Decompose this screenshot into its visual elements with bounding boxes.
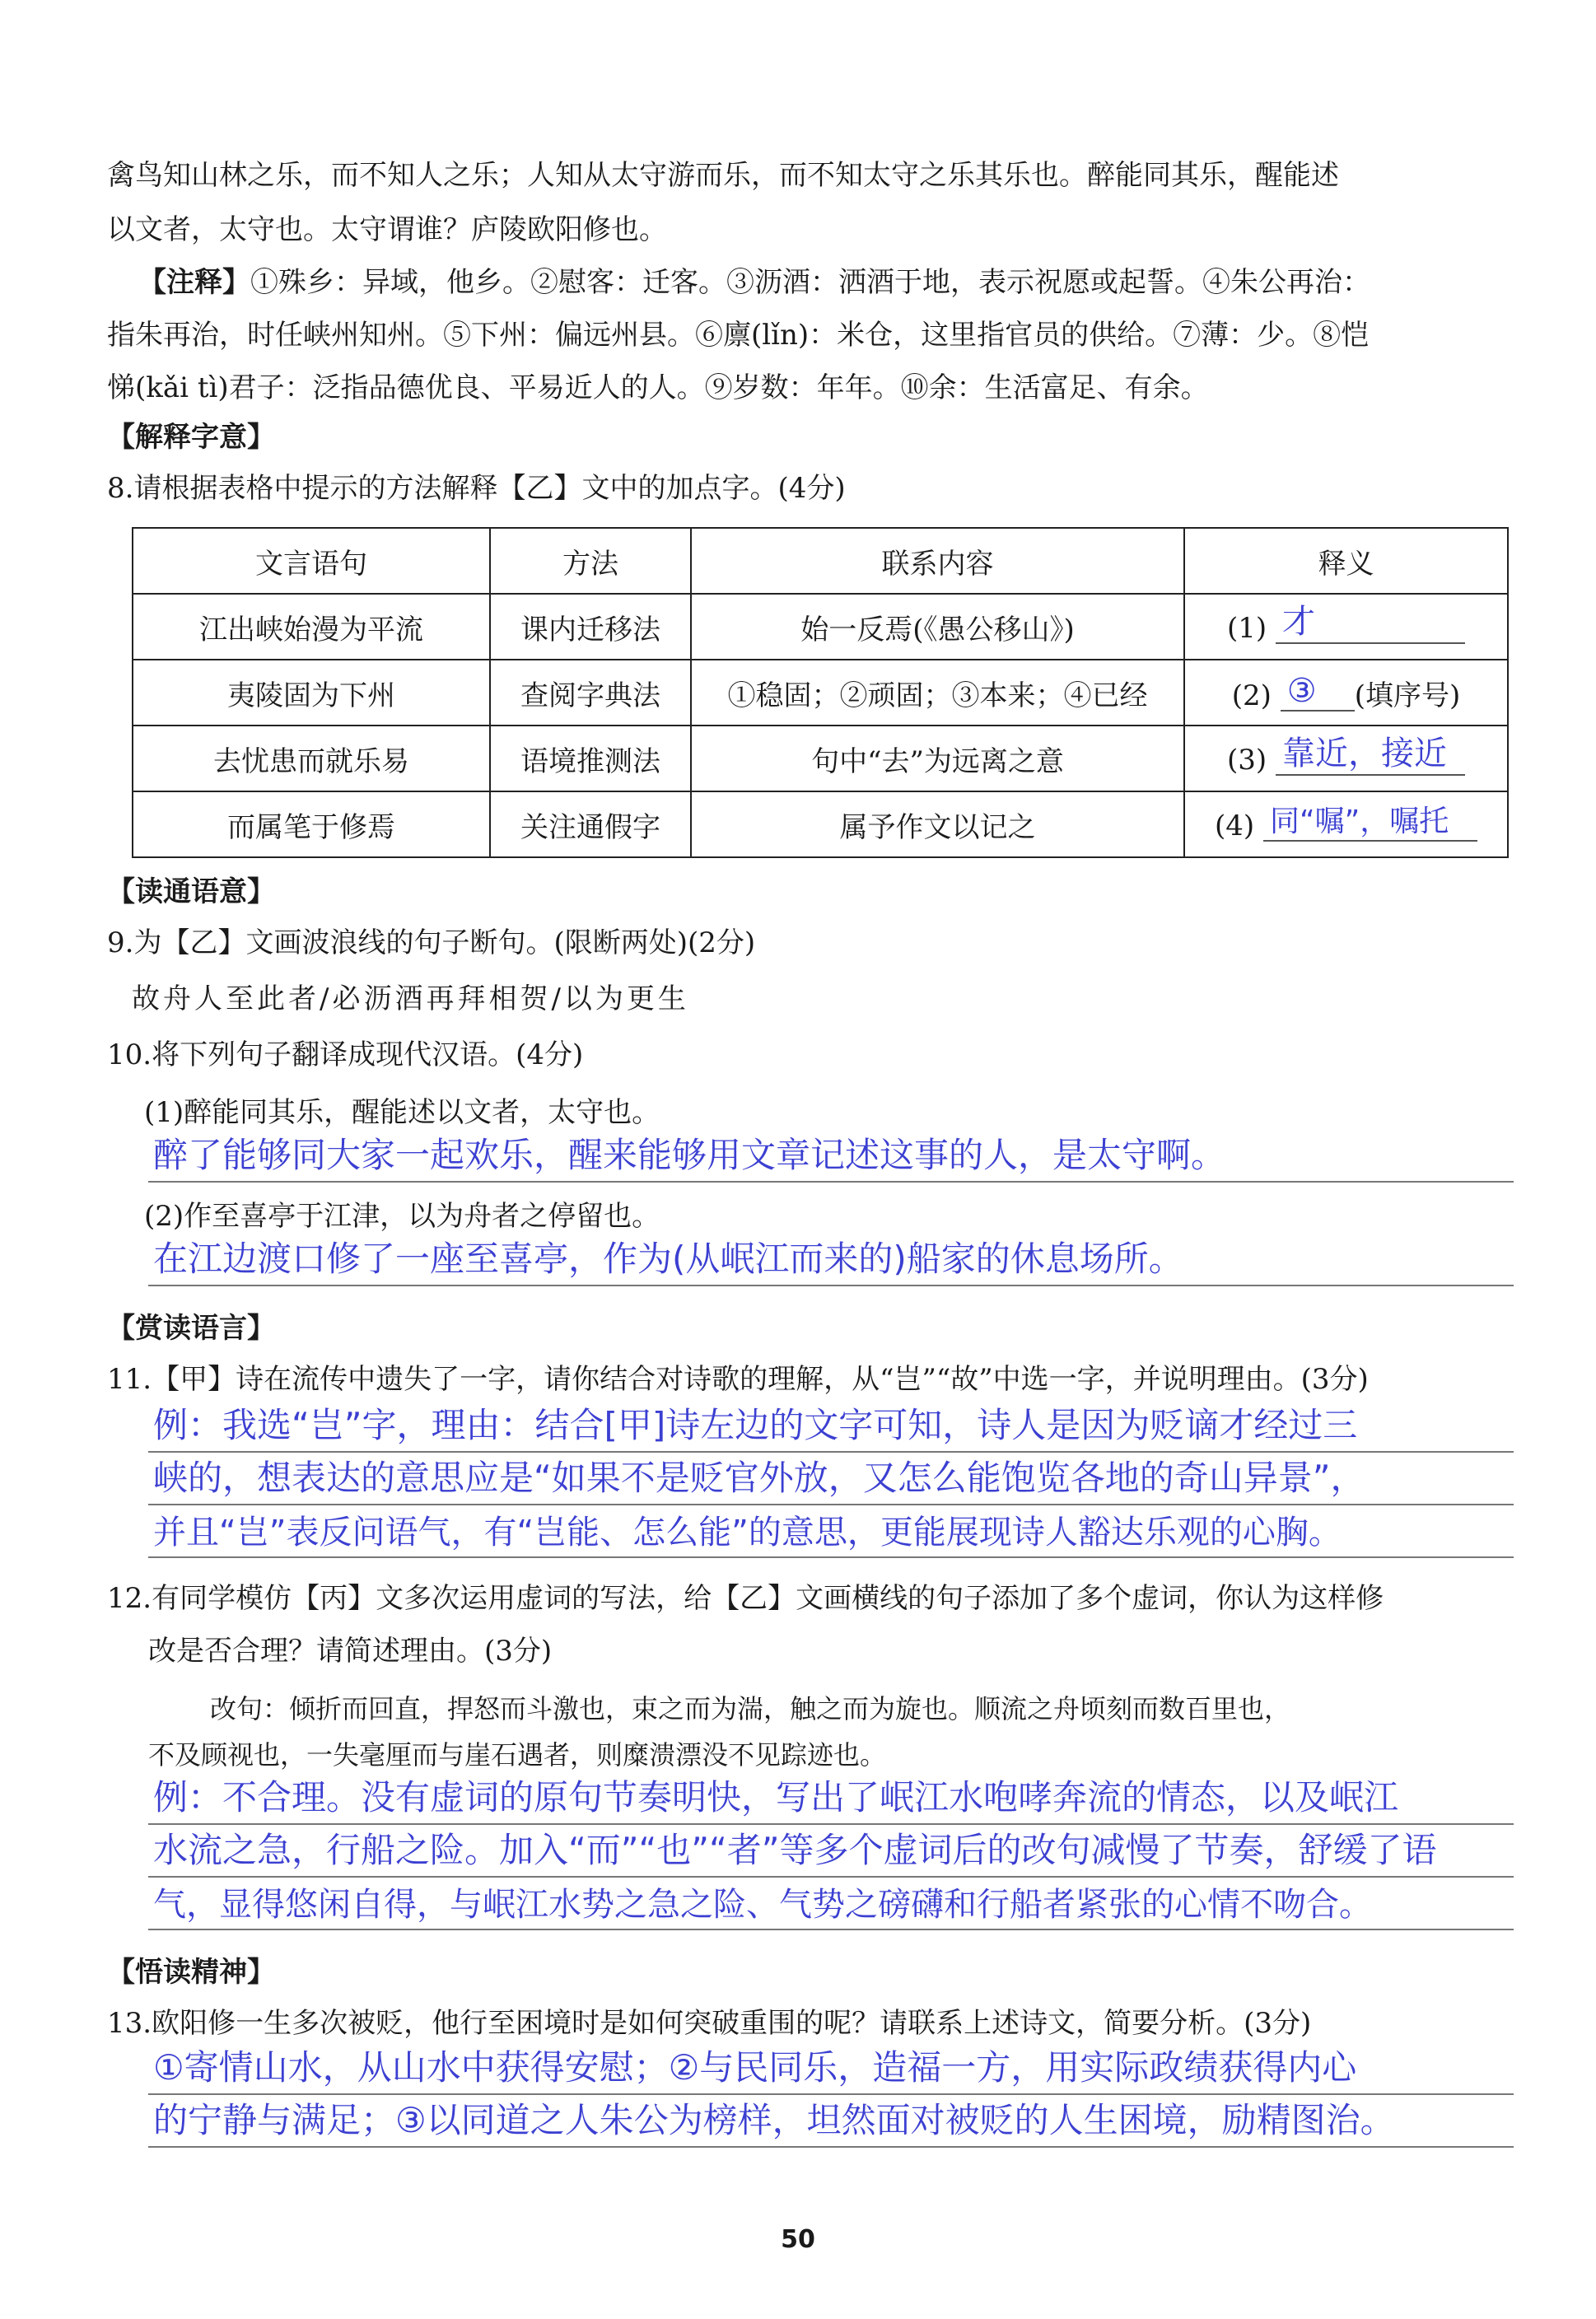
q11-answer-2: 峡的，想表达的意思应是“如果不是贬官外放，又怎么能饱览各地的奇山异景”， bbox=[153, 1458, 1365, 1498]
answer-line[interactable] bbox=[148, 1505, 1514, 1558]
q12-answer-2: 水流之急，行船之险。加入“而”“也”“者”等多个虚词后的改句减慢了节奏，舒缓了语 bbox=[153, 1830, 1437, 1870]
table-row bbox=[133, 660, 1508, 726]
table-cell-content: 始一反焉(《愚公移山》) bbox=[691, 594, 1184, 660]
handwritten-answer: 靠近，接近 bbox=[1281, 734, 1447, 772]
notes-line-3: 悌(kǎi tì)君子：泛指品德优良、平易近人的人。⑨岁数：年年。⑩余：生活富足、有余。 bbox=[107, 371, 1209, 404]
answer-blank[interactable] bbox=[1276, 734, 1465, 776]
answer-hint: (填序号) bbox=[1354, 679, 1461, 712]
q11-answer-3: 并且“岂”表反问语气，有“岂能、怎么能”的意思，更能展现诗人豁达乐观的心胸。 bbox=[153, 1514, 1342, 1551]
table-header: 方法 bbox=[490, 528, 691, 594]
answer-line[interactable] bbox=[148, 1234, 1514, 1286]
q10-2-answer: 在江边渡口修了一座至喜亭，作为(从岷江而来的)船家的休息场所。 bbox=[153, 1239, 1183, 1279]
vocab-table bbox=[132, 527, 1509, 858]
table-header: 联系内容 bbox=[691, 528, 1184, 594]
question-12-line-2: 改是否合理？请简述理由。(3分) bbox=[148, 1635, 553, 1668]
intro-line-1: 禽鸟知山林之乐，而不知人之乐；人知从太守游而乐，而不知太守之乐其乐也。醉能同其乐，醒能述 bbox=[107, 159, 1339, 192]
q12-answer-3: 气，显得悠闲自得，与岷江水势之急之险、气势之磅礴和行船者紧张的心情不吻合。 bbox=[153, 1886, 1372, 1924]
q10-item-1: (1)醉能同其乐，醒能述以文者，太守也。 bbox=[144, 1096, 660, 1129]
table-row bbox=[133, 726, 1508, 791]
section-title-reading: 【读通语意】 bbox=[107, 875, 275, 908]
handwritten-answer: ③ bbox=[1286, 671, 1317, 710]
table-cell-method: 查阅字典法 bbox=[490, 660, 691, 726]
table-cell-content: ①稳固；②顽固；③本来；④已经 bbox=[691, 660, 1184, 726]
notes-label: 【注释】 bbox=[138, 266, 250, 299]
section-title-language: 【赏读语言】 bbox=[107, 1312, 275, 1345]
answer-line[interactable] bbox=[148, 2042, 1514, 2095]
answer-number: (3) bbox=[1227, 743, 1267, 777]
table-header: 文言语句 bbox=[133, 528, 490, 594]
answer-number: (4) bbox=[1215, 809, 1255, 842]
section-title-spirit: 【悟读精神】 bbox=[107, 1956, 275, 1989]
table-cell-answer bbox=[1184, 726, 1508, 791]
table-cell-answer bbox=[1184, 791, 1508, 857]
table-cell-content: 句中“去”为远离之意 bbox=[691, 726, 1184, 791]
table-cell-method: 课内迁移法 bbox=[490, 594, 691, 660]
table-row bbox=[133, 594, 1508, 660]
q12-quote-2: 不及顾视也，一失毫厘而与崖石遇者，则糜溃漂没不见踪迹也。 bbox=[148, 1739, 887, 1771]
answer-line[interactable] bbox=[148, 2095, 1514, 2148]
answer-line[interactable] bbox=[148, 1453, 1514, 1505]
question-13: 13.欧阳修一生多次被贬，他行至困境时是如何突破重围的呢？请联系上述诗文，简要分析。(3分) bbox=[107, 2007, 1312, 2040]
table-cell-sentence: 江出峡始漫为平流 bbox=[133, 594, 490, 660]
table-header-row bbox=[133, 528, 1508, 594]
answer-blank[interactable] bbox=[1263, 804, 1477, 842]
question-8: 8.请根据表格中提示的方法解释【乙】文中的加点字。(4分) bbox=[107, 472, 846, 505]
question-11: 11.【甲】诗在流传中遗失了一字，请你结合对诗歌的理解，从“岂”“故”中选一字，并说明理由。(3分) bbox=[107, 1363, 1369, 1396]
answer-number: (2) bbox=[1231, 679, 1272, 712]
notes-text-1: ①殊乡：异域，他乡。②慰客：迁客。③沥酒：洒酒于地，表示祝愿或起誓。④朱公再治： bbox=[250, 266, 1370, 299]
table-cell-content: 属予作文以记之 bbox=[691, 791, 1184, 857]
table-cell-method: 关注通假字 bbox=[490, 791, 691, 857]
handwritten-answer: 才 bbox=[1281, 602, 1315, 641]
table-cell-method: 语境推测法 bbox=[490, 726, 691, 791]
answer-number: (1) bbox=[1227, 611, 1267, 645]
q13-answer-1: ①寄情山水，从山水中获得安慰；②与民同乐，造福一方，用实际政绩获得内心 bbox=[153, 2047, 1357, 2088]
table-cell-answer bbox=[1184, 660, 1508, 726]
answer-line[interactable] bbox=[148, 1825, 1514, 1878]
notes-line-1 bbox=[138, 255, 1505, 310]
q10-1-answer: 醉了能够同大家一起欢乐，醒来能够用文章记述这事的人，是太守啊。 bbox=[153, 1135, 1226, 1175]
notes-line-2: 指朱再治，时任峡州知州。⑤下州：偏远州县。⑥廪(lǐn)：米仓，这里指官员的供给。⑦薄：少。⑧恺 bbox=[107, 319, 1370, 352]
q9-sentence: 故舟人至此者/必沥酒再拜相贺/以为更生 bbox=[132, 982, 689, 1015]
q13-answer-2: 的宁静与满足；③以同道之人朱公为榜样，坦然面对被贬的人生困境，励精图治。 bbox=[153, 2100, 1395, 2140]
question-12-line-1: 12.有同学模仿【丙】文多次运用虚词的写法，给【乙】文画横线的句子添加了多个虚词，你认为这样修 bbox=[107, 1582, 1384, 1615]
table-header: 释义 bbox=[1184, 528, 1508, 594]
page-number: 50 bbox=[781, 2225, 815, 2254]
answer-line[interactable] bbox=[148, 1772, 1514, 1825]
table-row bbox=[133, 791, 1508, 857]
answer-blank[interactable] bbox=[1281, 671, 1355, 712]
answer-line[interactable] bbox=[148, 1400, 1514, 1453]
q11-answer-1: 例：我选“岂”字，理由：结合[甲]诗左边的文字可知，诗人是因为贬谪才经过三 bbox=[153, 1405, 1358, 1445]
table-cell-sentence: 而属笔于修焉 bbox=[133, 791, 490, 857]
intro-line-2: 以文者，太守也。太守谓谁？庐陵欧阳修也。 bbox=[107, 213, 667, 246]
q12-quote-1: 改句：倾折而回直，捍怒而斗激也，束之而为湍，触之而为旋也。顺流之舟顷刻而数百里也， bbox=[210, 1693, 1291, 1724]
table-cell-answer bbox=[1184, 594, 1508, 660]
table-cell-sentence: 夷陵固为下州 bbox=[133, 660, 490, 726]
question-10: 10.将下列句子翻译成现代汉语。(4分) bbox=[107, 1038, 584, 1071]
answer-blank[interactable] bbox=[1276, 602, 1465, 644]
table-cell-sentence: 去忧患而就乐易 bbox=[133, 726, 490, 791]
q10-item-2: (2)作至喜亭于江津，以为舟者之停留也。 bbox=[144, 1200, 660, 1233]
answer-line[interactable] bbox=[148, 1130, 1514, 1183]
answer-line[interactable] bbox=[148, 1878, 1514, 1930]
q12-answer-1: 例：不合理。没有虚词的原句节奏明快，写出了岷江水咆哮奔流的情态，以及岷江 bbox=[153, 1777, 1399, 1817]
question-9: 9.为【乙】文画波浪线的句子断句。(限断两处)(2分) bbox=[107, 926, 756, 959]
handwritten-answer: 同“嘱”，嘱托 bbox=[1269, 804, 1449, 838]
section-title-meaning: 【解释字意】 bbox=[107, 421, 275, 454]
